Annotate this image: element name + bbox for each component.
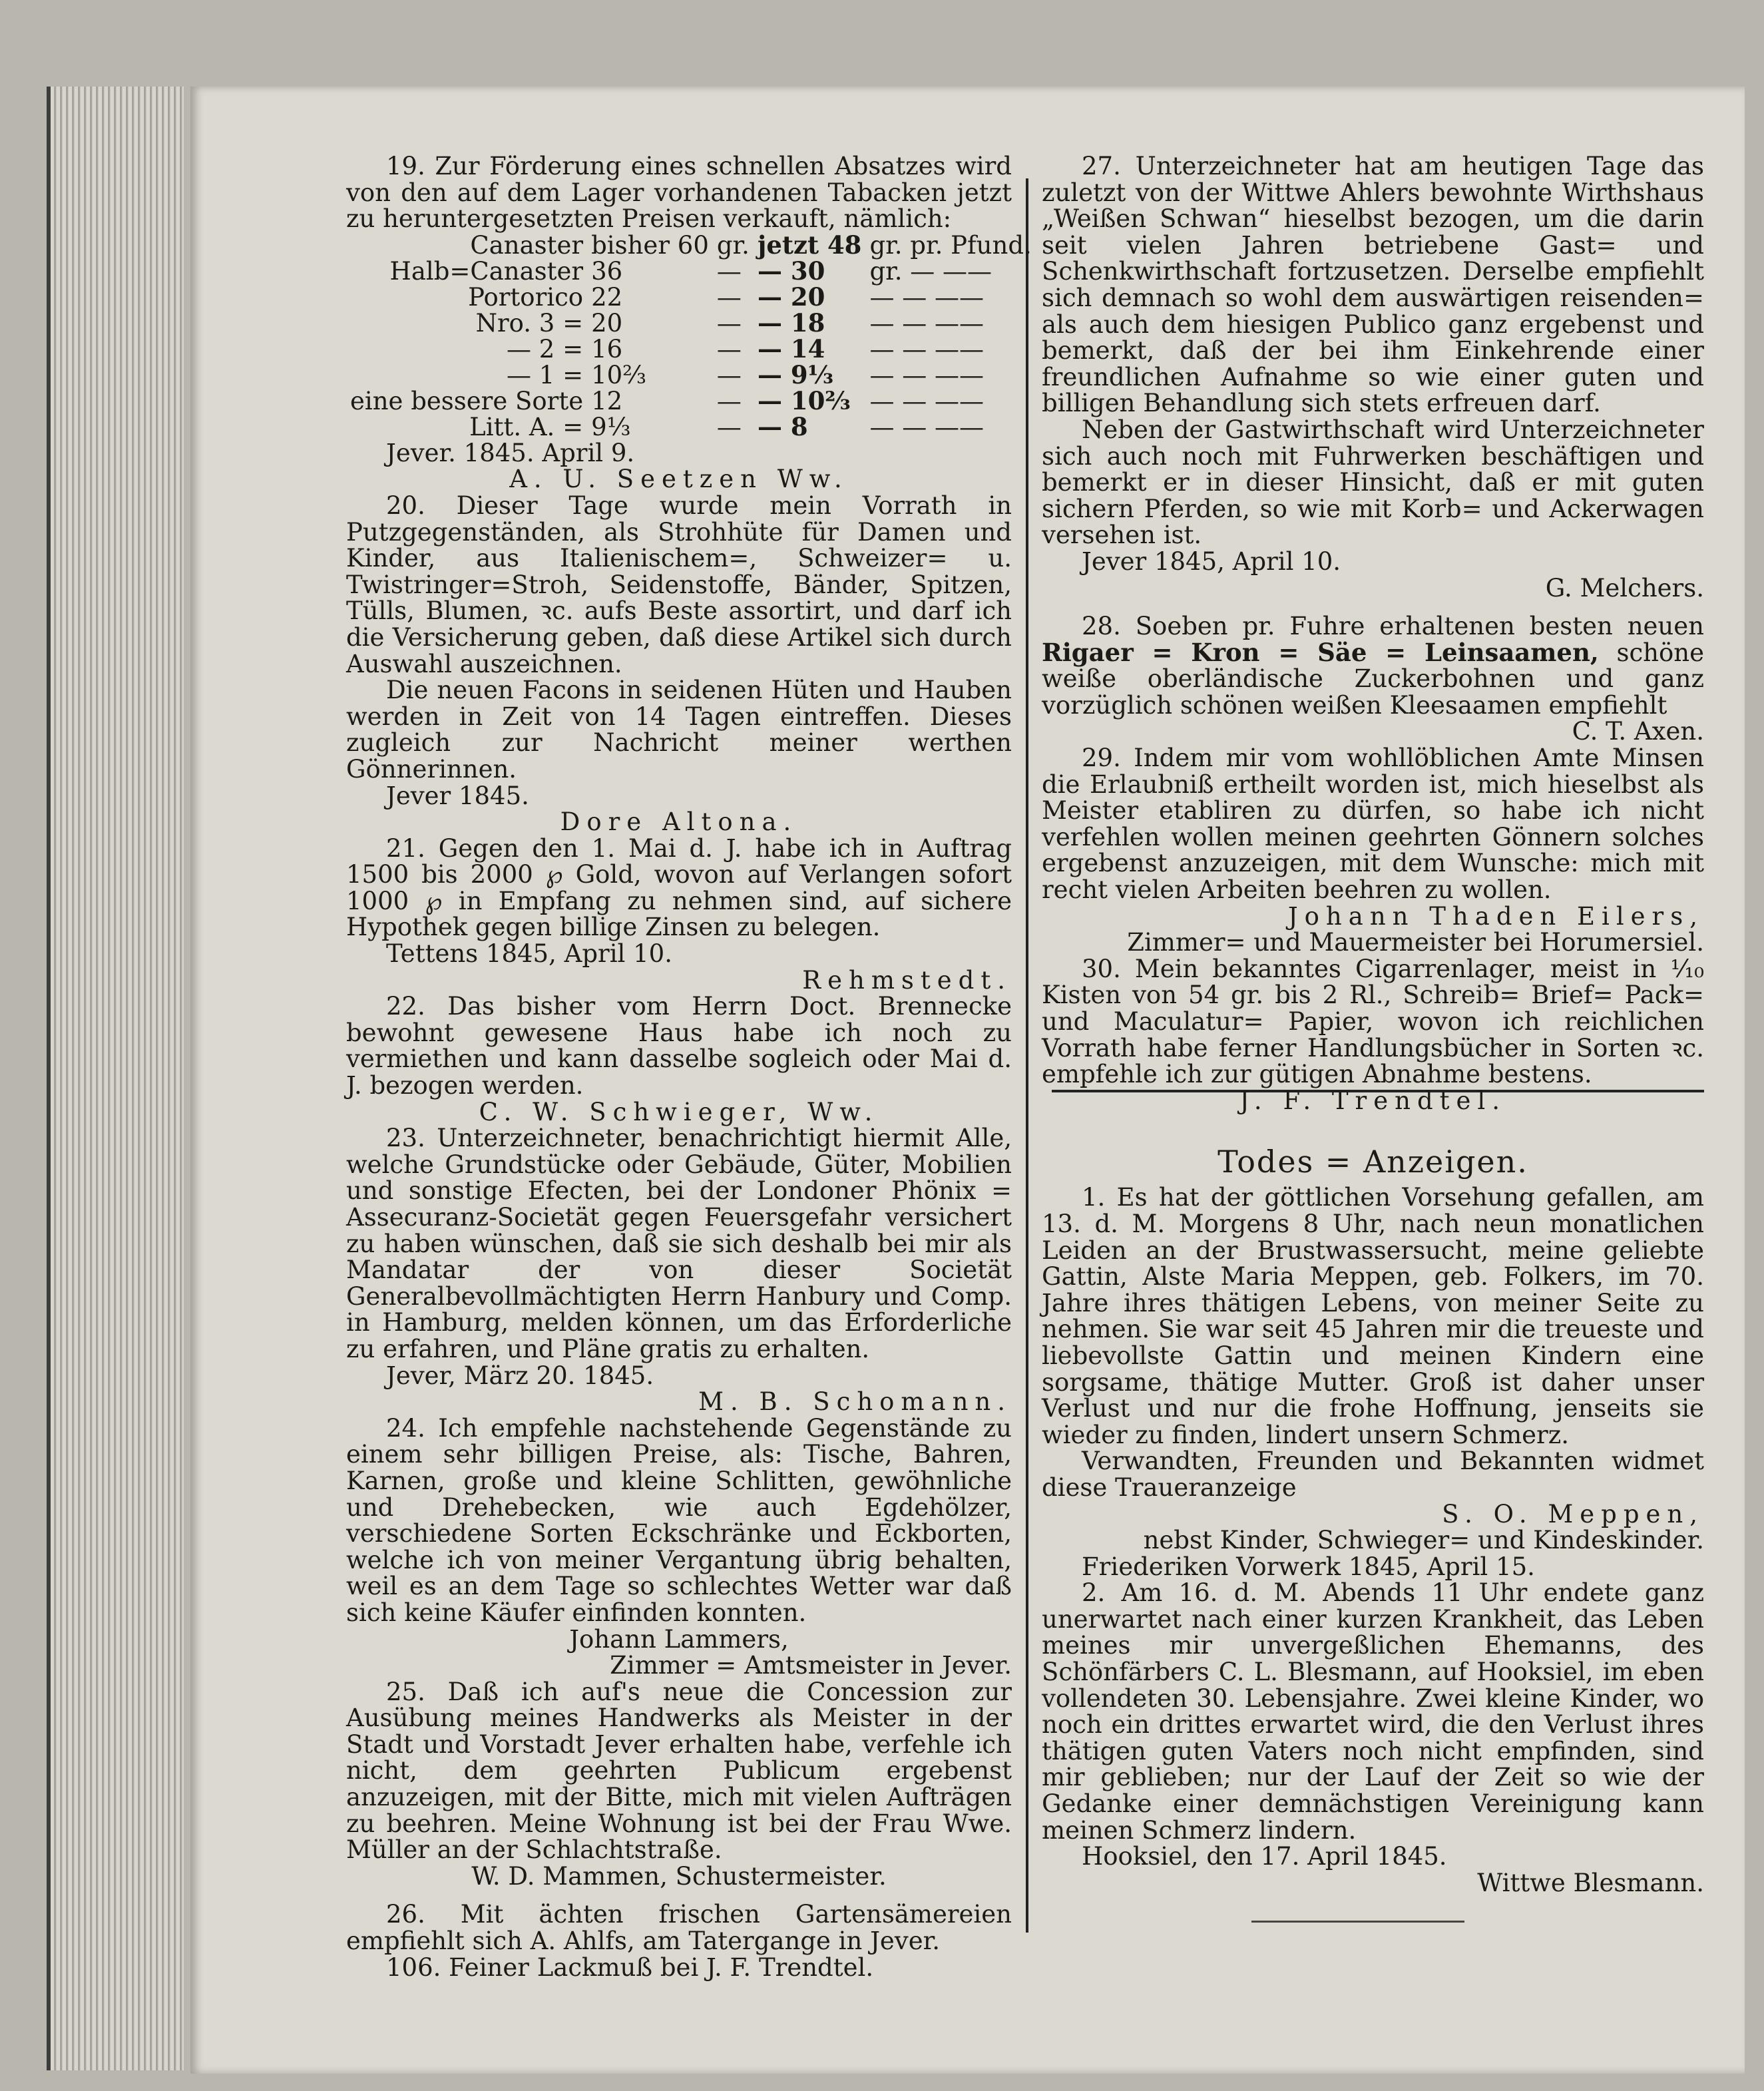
tobacco-tail: — — —— — [869, 282, 984, 312]
tobacco-old: 22 — [591, 282, 623, 312]
ad-19-intro: 19. Zur Förderung eines schnellen Absatzes wird von den auf dem Lager vorhandenen Tabacken jetzt zu heruntergesetzten Preisen verkauft, nämlich: — [346, 152, 1012, 234]
ad-23-text: 23. Unterzeichneter, benachrichtigt hiermit Alle, welche Grundstücke oder Gebäude, Güter, Mobilien und sonstige Efecten, bei der Londoner Phönix = Assecuranz-Societät gegen Feuersgefahr versichert zu haben wünschen, daß sie sich deshalb bei mir als Mandatar der von dieser Societät Generalbevollmächtigten Herrn Hanbury und Comp. in Hamburg, melden können, um das Erforderliche zu erfahren, und Pläne gratis zu erhalten. — [346, 1124, 1012, 1363]
death-2-signature: Wittwe Blesmann. — [1477, 1868, 1704, 1897]
ad-24-signature2: Zimmer = Amtsmeister in Jever. — [610, 1651, 1012, 1680]
ad-28-product: Rigaer = Kron = Säe = Leinsaamen, — [1042, 637, 1599, 667]
ad-30-text: 30. Mein bekanntes Cigarrenlager, meist in ¹⁄₁₀ Kisten von 54 gr. bis 2 Rl., Schreib= Brief= Pack= und Maculatur= Papier, wovon ich reichlichen Vorrath habe ferner Handlungsbücher in Sorten ꝛc. empfehle ich zur gütigen Abnahme bestens. — [1042, 954, 1704, 1089]
tobacco-unit: — — [716, 282, 742, 312]
column-divider — [1026, 178, 1028, 1933]
tobacco-name: — 2 = — [507, 334, 584, 363]
tobacco-new: — 14 — [757, 334, 825, 363]
death-2-text: 2. Am 16. d. M. Abends 11 Uhr endete ganz unerwartet nach einer kurzen Krankheit, das Leben meines mir unvergeßlichen Ehemanns, des Schönfärbers C. L. Blesmann, auf Hooksiel, im eben vollendeten 30. Lebensjahre. Zwei kleine Kinder, wo noch ein drittes erwartet wird, die den Verlust ihres thätigen guten Vaters noch nicht empfinden, sind mir geblieben; nur der Lauf der Zeit so wie der Gedanke einer demnächstigen Vereinigung kann meinen Schmerz lindern. — [1042, 1578, 1704, 1845]
tobacco-name: Canaster — [470, 230, 584, 260]
tobacco-new: — 9⅓ — [757, 359, 833, 389]
ad-25 — [346, 1679, 1012, 1890]
tobacco-unit: — — [716, 386, 742, 415]
tobacco-unit: — — [716, 256, 742, 286]
tobacco-old: 10⅔ — [591, 360, 647, 389]
tobacco-price-row — [346, 414, 1036, 440]
ad-19-date: Jever. 1845. April 9. — [386, 438, 635, 467]
death-1-date: Friederiken Vorwerk 1845, April 15. — [1082, 1552, 1535, 1581]
ad-26: 26. Mit ächten frischen Gartensämereien empfiehlt sich A. Ahlfs, am Tatergange in Jever. — [346, 1900, 1012, 1956]
end-rule — [1251, 1921, 1464, 1923]
tobacco-old: 9⅓ — [591, 412, 631, 441]
ad-21-date: Tettens 1845, April 10. — [386, 939, 672, 969]
tobacco-old: 16 — [591, 334, 623, 363]
ad-20-text: 20. Dieser Tage wurde mein Vorrath in Putzgegenständen, als Strohhüte für Damen und Kinder, aus Italienischem=, Schweizer= u. Twistringer=Stroh, Seidenstoffe, Bänder, Spitzen, Tülls, Blumen, ꝛc. aufs Beste assortirt, und darf ich die Versicherung geben, daß diese Artikel sich durch Auswahl auszeichnen. — [346, 491, 1012, 678]
book-page-edges — [47, 87, 184, 2070]
ad-27-date: Jever 1845, April 10. — [1082, 547, 1341, 576]
ad-25-text: 25. Daß ich auf's neue die Concession zur Ausübung meines Handwerks als Meister in der Stadt und Vorstadt Jever erhalten habe, verfehle ich nicht, dem geehrten Publicum ergebenst anzuzeigen, mit der Bitte, mich mit vielen Aufträgen zu beehren. Meine Wohnung ist bei der Frau Wwe. Müller an der Schlachtstraße. — [346, 1677, 1012, 1865]
tobacco-tail: — — —— — [869, 334, 984, 363]
ad-21 — [346, 835, 1012, 994]
ad-23-signature: M. B. Schomann. — [698, 1387, 1012, 1417]
death-2-date: Hooksiel, den 17. April 1845. — [1082, 1842, 1447, 1871]
ad-29-signature: Johann Thaden Eilers, — [1287, 901, 1704, 931]
ad-19 — [346, 152, 1032, 494]
ad-22 — [346, 993, 1012, 1125]
ad-27-text2: Neben der Gastwirthschaft wird Unterzeichneter sich auch noch mit Fuhrwerken beschäftigen und bemerkt er in dieser Hinsicht, daß er mit guten sichern Pferden, so wie mit Korb= und Ackerwagen versehen ist. — [1042, 415, 1704, 550]
ad-28 — [1042, 613, 1704, 745]
tobacco-name: Portorico — [468, 282, 584, 312]
tobacco-old: bisher 60 — [591, 230, 709, 260]
ad-29 — [1042, 745, 1704, 956]
ad-25-signature: W. D. Mammen, Schustermeister. — [471, 1861, 887, 1891]
tobacco-price-row — [346, 232, 1036, 258]
tobacco-new: — 8 — [757, 411, 808, 441]
tobacco-name: Halb=Canaster — [389, 256, 584, 286]
ad-20-signature: Dore Altona. — [560, 808, 798, 837]
tobacco-tail: gr. pr. Pfund. — [869, 230, 1032, 260]
tobacco-tail: — — —— — [869, 386, 984, 415]
ad-30-signature: J. F. Trendtel. — [1239, 1086, 1507, 1115]
tobacco-name: — 1 = — [507, 360, 584, 389]
tobacco-new: jetzt 48 — [757, 230, 862, 260]
tobacco-price-row — [346, 388, 1036, 414]
ad-20-text2: Die neuen Facons in seidenen Hüten und Hauben werden in Zeit von 14 Tagen eintreffen. Dieses zugleich zur Nachricht meiner werthen Gönnerinnen. — [346, 676, 1012, 784]
death-1-signature2: nebst Kinder, Schwieger= und Kindeskinder. — [1143, 1526, 1704, 1555]
ad-30 — [1042, 956, 1704, 1114]
death-1-text: 1. Es hat der göttlichen Vorsehung gefallen, am 13. d. M. Morgens 8 Uhr, nach neun monatlichen Leiden an der Brustwassersucht, meine geliebte Gattin, Alste Maria Meppen, geb. Folkers, im 70. Jahre ihres thätigen Lebens, von meiner Seite zu nehmen. Sie war seit 45 Jahren mir die treueste und liebevollste Gattin und meinen Kindern eine sorgsame, thätige Mutter. Groß ist daher unser Verlust und nur die frohe Hoffnung, jenseits sie wieder zu finden, lindert unsern Schmerz. — [1042, 1183, 1704, 1449]
death-notices-heading: Todes = Anzeigen. — [1217, 1144, 1528, 1180]
ad-28-text-c: schöne weiße oberländische Zuckerbohnen und ganz vorzüglich schönen weißen Kleesaamen empfiehlt — [1042, 638, 1704, 720]
tobacco-old: 36 — [591, 256, 623, 286]
ad-24 — [346, 1415, 1012, 1679]
tobacco-name: eine bessere Sorte — [350, 386, 584, 415]
ad-29-text: 29. Indem mir vom wohllöblichen Amte Minsen die Erlaubniß ertheilt worden ist, mich hieselbst als Meister etabliren zu dürfen, so habe ich nicht verfehlen wollen meinen geehrten Gönnern solches ergebenst anzuzeigen, mit dem Wunsche: mich mit recht vielen Arbeiten beehren zu wollen. — [1042, 744, 1704, 905]
ad-106: 106. Feiner Lackmuß bei J. F. Trendtel. — [386, 1953, 874, 1982]
ad-23-date: Jever, März 20. 1845. — [386, 1361, 654, 1390]
ad-20 — [346, 493, 1012, 835]
left-column — [346, 152, 1032, 1982]
tobacco-price-row — [346, 284, 1036, 310]
ad-28-signature: C. T. Axen. — [1572, 717, 1704, 746]
death-notice-2 — [1042, 1580, 1704, 1896]
tobacco-unit: gr. — [716, 230, 750, 260]
tobacco-unit: — — [716, 308, 742, 338]
ad-21-signature: Rehmstedt. — [802, 965, 1012, 995]
ad-28-text-a: 28. Soeben pr. Fuhre erhaltenen besten neuen — [1082, 612, 1704, 641]
right-column — [1042, 153, 1704, 1896]
ad-19-signature: A. U. Seetzen Ww. — [509, 465, 849, 494]
ad-20-date: Jever 1845. — [386, 781, 529, 810]
tobacco-tail: — — —— — [869, 360, 984, 389]
tobacco-tail: gr. — —— — [869, 256, 992, 286]
tobacco-new: — 18 — [757, 308, 825, 338]
ad-29-signature2: Zimmer= und Mauermeister bei Horumersiel. — [1127, 928, 1704, 957]
tobacco-old: 20 — [591, 308, 623, 338]
ad-28-text — [1042, 613, 1704, 718]
tobacco-new: — 10⅔ — [757, 385, 851, 415]
death-1-text2: Verwandten, Freunden und Bekannten widmet diese Traueranzeige — [1042, 1447, 1704, 1502]
ad-21-text: 21. Gegen den 1. Mai d. J. habe ich in Auftrag 1500 bis 2000 ℘ Gold, wovon auf Verlangen sofort 1000 ℘ in Empfang zu nehmen sind, auf sichere Hypothek gegen billige Zinsen zu belegen. — [346, 833, 1012, 942]
tobacco-new: — 20 — [757, 282, 825, 312]
tobacco-name: Litt. A. = — [469, 412, 584, 441]
tobacco-new: — 30 — [757, 256, 825, 286]
tobacco-price-row — [346, 258, 1036, 284]
ad-22-text: 22. Das bisher vom Herrn Doct. Brennecke bewohnt gewesene Haus habe ich noch zu vermiethen und kann dasselbe sogleich oder Mai d. J. bezogen werden. — [346, 992, 1012, 1100]
ad-24-text: 24. Ich empfehle nachstehende Gegenstände zu einem sehr billigen Preise, als: Tische, Bahren, Karnen, große und kleine Schlitten, gewöhnliche und Drehebecken, wie auch Egdehölzer, verschiedene Sorten Eckschränke und Eckborten, welche ich von meiner Vergantung übrig behalten, weil es an dem Tage so schlechtes Wetter war daß sich keine Käufer einfinden konnten. — [346, 1413, 1012, 1627]
tobacco-unit: — — [716, 334, 742, 363]
death-1-signature: S. O. Meppen, — [1442, 1499, 1704, 1528]
tobacco-tail: — — —— — [869, 308, 984, 338]
tobacco-price-row — [346, 336, 1036, 362]
tobacco-price-row — [346, 362, 1036, 388]
ad-27-signature: G. Melchers. — [1545, 573, 1704, 602]
tobacco-name: Nro. 3 = — [475, 308, 584, 338]
tobacco-tail: — — —— — [869, 412, 984, 441]
tobacco-price-table — [346, 232, 1036, 440]
ad-23 — [346, 1125, 1012, 1415]
tobacco-old: 12 — [591, 386, 623, 415]
tobacco-unit: — — [716, 412, 742, 441]
ad-24-signature: Johann Lammers, — [569, 1624, 789, 1654]
tobacco-unit: — — [716, 360, 742, 389]
death-notice-1 — [1042, 1184, 1704, 1580]
ad-22-signature: C. W. Schwieger, Ww. — [479, 1097, 879, 1126]
ad-27-text: 27. Unterzeichneter hat am heutigen Tage das zuletzt von der Wittwe Ahlers bewohnte Wirthshaus „Weißen Schwan“ hieselbst bezogen, um die darin seit vielen Jahren betriebene Gast= und Schenkwirthschaft fortzusetzen. Derselbe empfiehlt sich demnach so wohl dem auswärtigen reisenden= als auch dem hiesigen Publico ganz ergebenst und bemerkt, daß der bei ihm Einkehrende einer freundlichen Aufnahme so wie einer guten und billigen Behandlung sich stets erfreuen darf. — [1042, 152, 1704, 418]
tobacco-price-row — [346, 310, 1036, 336]
ad-27 — [1042, 153, 1704, 601]
